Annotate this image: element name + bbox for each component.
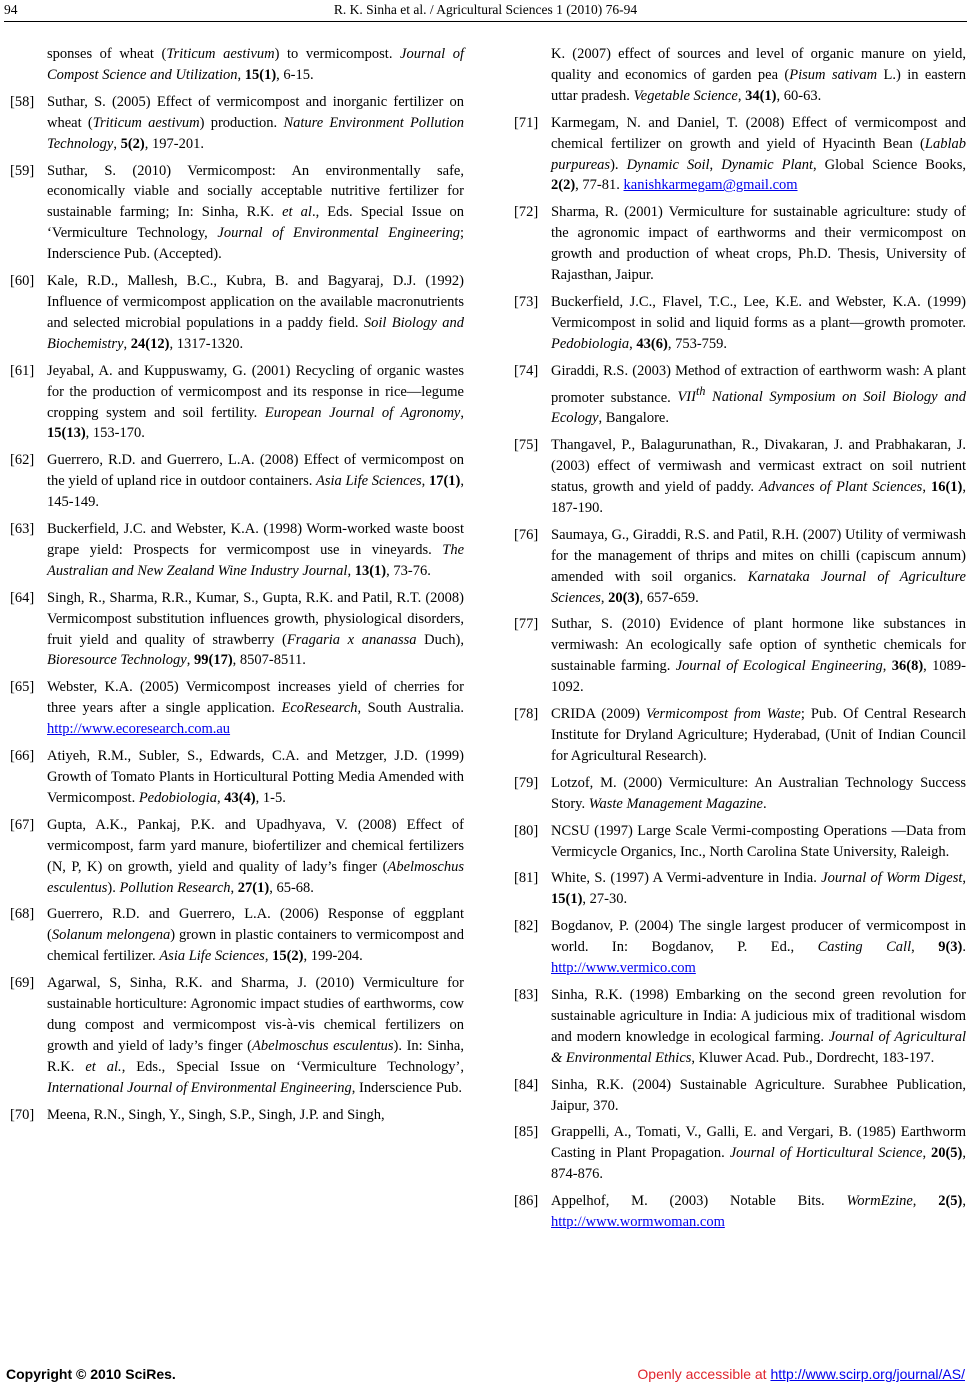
reference-text: Karmegam, N. and Daniel, T. (2008) Effect of vermicompost and chemical fertilizer on growth and yield of Hyacinth Bean (Lablab purpureas). Dynamic Soil, Dynamic Plant, Global Science Books, 2(2), 77-81. kanishkarmegam@gmail.com <box>551 114 967 194</box>
reference-entry <box>10 677 464 740</box>
reference-entry <box>10 92 464 155</box>
reference-link[interactable]: http://www.wormwoman.com <box>551 1214 725 1231</box>
reference-entry <box>514 292 966 355</box>
reference-number: [84] <box>514 1076 539 1093</box>
reference-text: K. (2007) effect of sources and level of organic manure on yield, quality and economics of garden pea (Pisum sativam L.) in eastern uttar pradesh. Vegetable Science, 34(1), 60-63. <box>551 46 966 104</box>
reference-text: sponses of wheat (Triticum aestivum) to vermicompost. Journal of Compost Science and Utilization, 15(1), 6-15. <box>47 46 464 83</box>
reference-number: [66] <box>10 748 35 765</box>
reference-number: [67] <box>10 816 35 833</box>
reference-entry <box>10 361 464 445</box>
reference-link[interactable]: http://www.ecoresearch.com.au <box>47 721 231 738</box>
reference-entry <box>514 361 966 430</box>
reference-number: [69] <box>10 975 35 992</box>
reference-entry <box>514 985 966 1069</box>
reference-entry <box>10 271 464 355</box>
reference-number: [75] <box>514 437 539 454</box>
header-rule <box>4 21 967 22</box>
reference-text: Giraddi, R.S. (2003) Method of extraction of earthworm wash: A plant promoter substance. VIIth National Symposium on Soil Biology and Ecology, Bangalore. <box>551 362 966 427</box>
reference-number: [83] <box>514 986 539 1003</box>
page-number: 94 <box>4 2 18 17</box>
open-access-notice <box>637 1366 965 1382</box>
reference-text: NCSU (1997) Large Scale Vermi-composting Operations —Data from Vermicycle Organics, Inc., North Carolina State University, Raleigh. <box>551 822 966 860</box>
reference-entry <box>10 1105 464 1126</box>
journal-url-link[interactable]: http://www.scirp.org/journal/AS/ <box>770 1366 965 1382</box>
reference-number: [81] <box>514 870 539 887</box>
reference-text: Kale, R.D., Mallesh, B.C., Kubra, B. and Bagyaraj, D.J. (1992) Influence of vermicompost application on the available macronutrients and selected microbial populations in a paddy field. Soil Biology and Biochemistry, 24(12), 1317-1320. <box>47 273 464 352</box>
reference-number: [82] <box>514 918 539 935</box>
reference-number: [63] <box>10 521 35 538</box>
reference-number: [73] <box>514 293 539 310</box>
reference-entry <box>10 44 464 86</box>
reference-entry <box>514 1075 966 1117</box>
reference-number: [70] <box>10 1106 35 1123</box>
reference-number: [65] <box>10 679 35 696</box>
reference-number: [60] <box>10 273 35 290</box>
reference-number: [59] <box>10 162 35 179</box>
reference-text: Singh, R., Sharma, R.R., Kumar, S., Gupta, R.K. and Patil, R.T. (2008) Vermicompost substitution influences growth, physiological disorders, fruit yield and quality of strawberry (Fragaria x ananassa Duch), Bioresource Technology, 99(17), 8507-8511. <box>47 589 464 669</box>
right-column <box>514 44 966 1239</box>
reference-entry <box>514 1122 966 1185</box>
reference-text: White, S. (1997) A Vermi-adventure in India. Journal of Worm Digest, 15(1), 27-30. <box>551 870 966 908</box>
reference-link[interactable]: kanishkarmegam@gmail.com <box>623 177 798 194</box>
reference-number: [85] <box>514 1124 539 1141</box>
reference-entry <box>514 1191 966 1233</box>
reference-text: CRIDA (2009) Vermicompost from Waste; Pub. Of Central Research Institute for Dryland Agriculture; Hyderabad, (Unit of Indian Council for Agricultural Research). <box>551 706 966 764</box>
reference-entry <box>514 821 966 863</box>
reference-text: Bogdanov, P. (2004) The single largest producer of vermicompost in world. In: Bogdanov, P. Ed., Casting Call, 9(3). http://www.vermico.com <box>551 918 966 977</box>
reference-text: Sinha, R.K. (2004) Sustainable Agriculture. Surabhee Publication, Jaipur, 370. <box>551 1076 966 1114</box>
reference-entry <box>514 44 966 107</box>
reference-entry <box>514 435 966 519</box>
reference-number: [64] <box>10 589 35 606</box>
reference-number: [58] <box>10 93 35 110</box>
reference-entry <box>10 746 464 809</box>
reference-text: Guerrero, R.D. and Guerrero, L.A. (2008) Effect of vermicompost on the yield of upland rice in outdoor containers. Asia Life Sciences, 17(1), 145-149. <box>47 452 465 511</box>
reference-text: Buckerfield, J.C. and Webster, K.A. (1998) Worm-worked waste boost grape yield: Prospects for vermicompost use in vineyards. The Australian and New Zealand Wine Industry Journal, 13(1), 73-76. <box>47 521 464 579</box>
reference-entry <box>514 704 966 767</box>
reference-number: [72] <box>514 204 539 221</box>
reference-text: Suthar, S. (2010) Evidence of plant hormone like substances in vermiwash: An ecologically safe option of synthetic chemicals for sustainable farming. Journal of Ecological Engineering, 36(8), 1089-1092. <box>551 616 966 696</box>
reference-number: [79] <box>514 774 539 791</box>
reference-text: Saumaya, G., Giraddi, R.S. and Patil, R.H. (2007) Utility of vermiwash for the management of thrips and mites on chilli (capiscum annum) amended with soil organics. Karnataka Journal of Agriculture Sciences, 20(3), 657-659. <box>551 526 966 606</box>
reference-text: Jeyabal, A. and Kuppuswamy, G. (2001) Recycling of organic wastes for the production of vermicompost and its response in rice—legume cropping system and soil fertility. European Journal of Agronomy, 15(13), 153-170. <box>47 362 464 442</box>
reference-entry <box>10 161 464 266</box>
reference-text: Suthar, S. (2005) Effect of vermicompost and inorganic fertilizer on wheat (Triticum aestivum) production. Nature Environment Pollution Technology, 5(2), 197-201. <box>47 93 465 152</box>
reference-entry <box>514 113 966 197</box>
reference-entry <box>10 815 464 899</box>
reference-text: Gupta, A.K., Pankaj, P.K. and Upadhyava, V. (2008) Effect of vermicompost, farm yard manure, biofertilizer and chemical fertilizers (N, P, K) on growth, yield and quality of lady’s finger (Abelmoschus esculentus). Pollution Research, 27(1), 65-68. <box>47 816 464 896</box>
reference-number: [76] <box>514 526 539 543</box>
copyright-notice: Copyright © 2010 SciRes. <box>6 1366 176 1382</box>
open-access-label: Openly accessible at <box>637 1366 771 1382</box>
reference-text: Guerrero, R.D. and Guerrero, L.A. (2006) Response of eggplant (Solanum melongena) grown in plastic containers to vermicompost and chemical fertilizer. Asia Life Sciences, 15(2), 199-204. <box>47 906 464 965</box>
reference-entry <box>514 202 966 286</box>
reference-entry <box>514 916 966 979</box>
reference-entry <box>514 614 966 698</box>
reference-number: [74] <box>514 362 539 379</box>
reference-number: [77] <box>514 616 539 633</box>
running-head: R. K. Sinha et al. / Agricultural Sciences 1 (2010) 76-94 <box>333 2 638 17</box>
reference-text: Sharma, R. (2001) Vermiculture for sustainable agriculture: study of the agronomic impact of earthworms and their vermicompost on growth and production of wheat crops, Ph.D. Thesis, University of Rajasthan, Jaipur. <box>551 204 966 284</box>
reference-link[interactable]: http://www.vermico.com <box>551 960 696 977</box>
reference-text: Appelhof, M. (2003) Notable Bits. WormEzine, 2(5), http://www.wormwoman.com <box>551 1193 966 1231</box>
reference-entry <box>10 973 464 1098</box>
reference-number: [68] <box>10 906 35 923</box>
reference-entry <box>10 519 464 582</box>
reference-entry <box>514 525 966 609</box>
reference-entry <box>10 450 464 513</box>
reference-text: Sinha, R.K. (1998) Embarking on the second green revolution for sustainable agriculture in India: A judicious mix of traditional wisdom and modern knowledge in ecological farming. Journal of Agricultural & Environmental Ethics, Kluwer Acad. Pub., Dordrecht, 183-197. <box>551 986 966 1066</box>
page-footer <box>0 1366 971 1388</box>
left-column <box>10 44 464 1132</box>
reference-number: [62] <box>10 452 35 469</box>
reference-text: Webster, K.A. (2005) Vermicompost increases yield of cherries for three years after a single application. EcoResearch, South Australia. http://www.ecoresearch.com.au <box>47 679 464 738</box>
reference-number: [71] <box>514 114 539 131</box>
reference-text: Thangavel, P., Balagurunathan, R., Divakaran, J. and Prabhakaran, J. (2003) effect of vermiwash and vermicast extract on soil nutrient status, growth and yield of paddy. Advances of Plant Sciences, 16(1), 187-190. <box>551 437 967 516</box>
reference-text: Grappelli, A., Tomati, V., Galli, E. and Vergari, B. (1985) Earthworm Casting in Plant Propagation. Journal of Horticultural Science, 20(5), 874-876. <box>551 1124 967 1183</box>
reference-entry <box>514 773 966 815</box>
reference-text: Buckerfield, J.C., Flavel, T.C., Lee, K.E. and Webster, K.A. (1999) Vermicompost in solid and liquid forms as a plant—growth promoter. Pedobiologia, 43(6), 753-759. <box>551 293 966 352</box>
reference-number: [80] <box>514 822 539 839</box>
page-header <box>0 0 971 22</box>
reference-entry <box>10 904 464 967</box>
reference-number: [86] <box>514 1193 539 1210</box>
reference-text: Agarwal, S, Sinha, R.K. and Sharma, J. (2010) Vermiculture for sustainable horticulture: Agronomic impact studies of earthworms, cow dung compost and vermicompost vis-à-vis chemical fertilizers on growth and yield of lady’s finger (Abelmoschus esculentus). In: Sinha, R.K. et al., Eds., Special Issue on ‘Vermiculture Technology’, International Journal of Environmental Engineering, Inderscience Pub. <box>47 975 464 1096</box>
reference-text: Meena, R.N., Singh, Y., Singh, S.P., Singh, J.P. and Singh, <box>47 1106 385 1123</box>
reference-entry <box>514 868 966 910</box>
reference-number: [78] <box>514 706 539 723</box>
reference-text: Suthar, S. (2010) Vermicompost: An environmentally safe, economically viable and socially acceptable nutritive fertilizer for sustainable farming; In: Sinha, R.K. et al., Eds. Special Issue on ‘Vermiculture Technology, Journal of Environmental Engineering; Inderscience Pub. (Accepted). <box>47 162 464 263</box>
reference-text: Lotzof, M. (2000) Vermiculture: An Australian Technology Success Story. Waste Management Magazine. <box>551 774 966 812</box>
reference-number: [61] <box>10 362 35 379</box>
reference-text: Atiyeh, R.M., Subler, S., Edwards, C.A. and Metzger, J.D. (1999) Growth of Tomato Plants in Horticultural Potting Media Amended with Vermicompost. Pedobiologia, 43(4), 1-5. <box>47 748 464 806</box>
reference-entry <box>10 588 464 672</box>
